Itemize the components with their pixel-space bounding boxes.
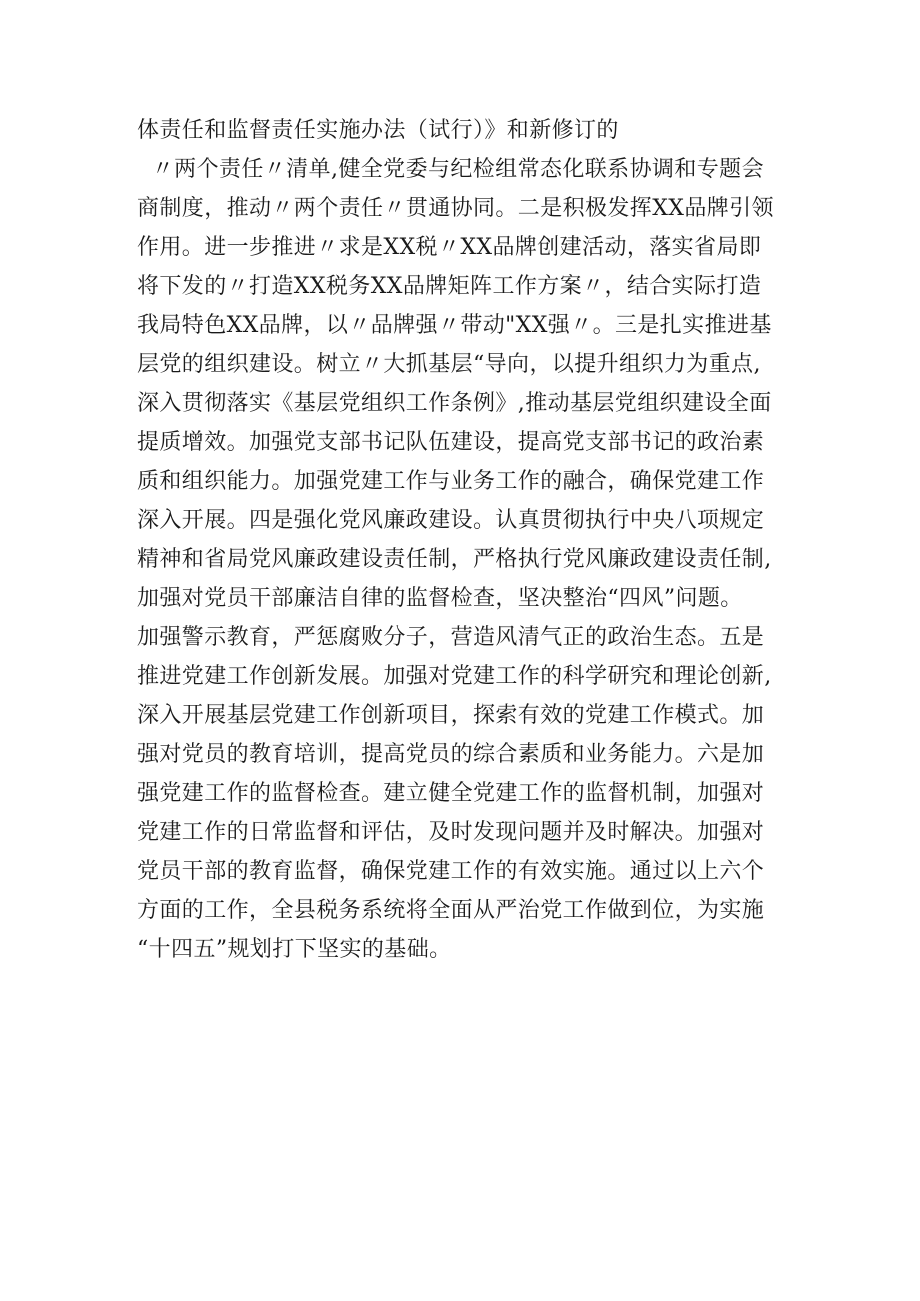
body-paragraph [137, 111, 817, 969]
paragraph-line: 深入贯彻落实《基层党组织工作条例》,推动基层党组织建设全面 [137, 391, 772, 416]
paragraph-line: 党员干部的教育监督，确保党建工作的有效实施。通过以上六个 [137, 859, 765, 884]
paragraph-line: “十四五”规划打下坚实的基础。 [137, 937, 452, 962]
paragraph-line: 强对党员的教育培训，提高党员的综合素质和业务能力。六是加 [137, 742, 765, 767]
paragraph-line: 精神和省局党风廉政建设责任制，严格执行党风廉政建设责任制, [137, 547, 772, 572]
paragraph-line: 方面的工作，全县税务系统将全面从严治党工作做到位，为实施 [137, 898, 765, 923]
paragraph-line: 我局特色XX品牌，以〃品牌强〃带动"XX强〃。三是扎实推进基 [137, 313, 772, 338]
paragraph-line: 加强对党员干部廉洁自律的监督检查，坚决整治“四风”问题。 [137, 586, 743, 611]
paragraph-line: 深入开展。四是强化党风廉政建设。认真贯彻执行中央八项规定 [137, 508, 765, 533]
paragraph-line: 党建工作的日常监督和评估，及时发现问题并及时解决。加强对 [137, 820, 765, 845]
paragraph-line: 加强警示教育，严惩腐败分子，营造风清气正的政治生态。五是 [137, 625, 765, 650]
paragraph-line: 质和组织能力。加强党建工作与业务工作的融合，确保党建工作 [137, 469, 765, 494]
paragraph-line: 作用。进一步推进〃求是XX税〃XX品牌创建活动，落实省局即 [137, 235, 762, 260]
paragraph-line: 提质增效。加强党支部书记队伍建设，提高党支部书记的政治素 [137, 430, 765, 455]
paragraph-line: 推进党建工作创新发展。加强对党建工作的科学研究和理论创新, [137, 664, 772, 689]
paragraph-line: 商制度，推动〃两个责任〃贯通协同。二是积极发挥XX品牌引领 [137, 196, 774, 221]
paragraph-line: 层党的组织建设。树立〃大抓基层“导向，以提升组织力为重点, [137, 352, 761, 377]
paragraph-line: 强党建工作的监督检查。建立健全党建工作的监督机制，加强对 [137, 781, 765, 806]
paragraph-line: 深入开展基层党建工作创新项目，探索有效的党建工作模式。加 [137, 703, 765, 728]
paragraph-line: 将下发的〃打造XX税务XX品牌矩阵工作方案〃，结合实际打造 [137, 274, 762, 299]
paragraph-line: 体责任和监督责任实施办法（试行）》和新修订的 [137, 118, 619, 143]
paragraph-line: 〃两个责任〃清单,健全党委与纪检组常态化联系协调和专题会 [137, 157, 764, 182]
